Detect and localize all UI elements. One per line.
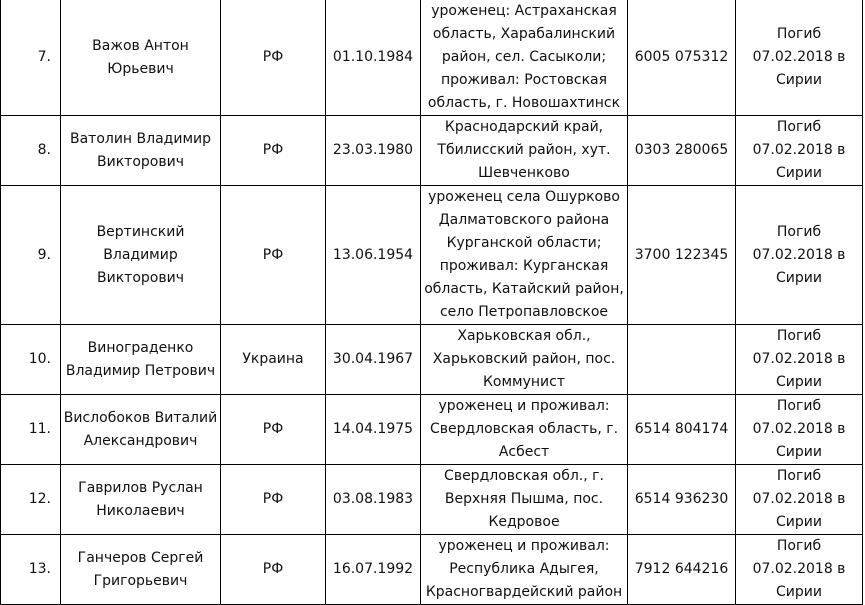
document-number: 6514 804174 [634,421,729,437]
birth-date: 14.04.1975 [332,421,414,437]
document-number-cell [628,116,736,186]
birth-place: Свердловская обл., г. Верхняя Пышма, пос. Кедровое [444,468,604,530]
row-number-cell [1,325,61,395]
row-number-cell [1,465,61,535]
document-number-cell [628,465,736,535]
document-number-cell [628,395,736,465]
person-name: Вислобоков Виталий Александрович [63,409,218,449]
citizenship-cell [221,116,326,186]
document-number: 3700 122345 [634,246,729,263]
birth-date: 23.03.1980 [332,142,414,158]
birth-place: уроженец: Астраханская область, Харабалинский район, сел. Сасыколи; проживал: Ростовская область, г. Новошахтинск [427,3,621,111]
citizenship: РФ [262,246,284,263]
citizenship: РФ [262,561,284,577]
birth-date-cell [326,116,421,186]
birth-date: 01.10.1984 [332,49,414,65]
birth-date-cell [326,325,421,395]
document-number-cell [628,535,736,605]
person-name: Вертинский Владимир Викторович [96,223,185,286]
document-number-cell [628,325,736,395]
document-number: 6005 075312 [634,49,729,65]
person-name: Винограденко Владимир Петрович [65,339,216,379]
birth-date-cell [326,395,421,465]
person-name-cell [61,465,221,535]
table-body [1,0,863,605]
table-row [1,465,863,535]
status: Погиб 07.02.2018 в Сирии [752,538,846,600]
document-number: 0303 280065 [634,142,729,158]
citizenship-cell [221,186,326,325]
document-number: 6514 936230 [634,491,729,507]
citizenship: РФ [262,49,284,65]
person-name: Гаврилов Руслан Николаевич [78,479,203,519]
table-row [1,395,863,465]
birth-date-cell [326,535,421,605]
citizenship: РФ [262,491,284,507]
birth-date: 13.06.1954 [332,246,414,263]
row-number-cell [1,116,61,186]
birth-place: Харьковская обл., Харьковский район, пос. Коммунист [432,328,616,390]
document-number-cell [628,186,736,325]
birth-place-cell [421,116,628,186]
birth-date-cell [326,0,421,116]
person-name: Ватолин Владимир Викторович [69,130,211,170]
status-cell [736,465,863,535]
row-number-cell [1,186,61,325]
birth-place-cell [421,325,628,395]
person-name-cell [61,395,221,465]
status-cell [736,395,863,465]
citizenship: РФ [262,421,284,437]
citizenship-cell [221,325,326,395]
status: Погиб 07.02.2018 в Сирии [752,26,846,88]
status: Погиб 07.02.2018 в Сирии [752,468,846,530]
person-name: Ганчеров Сергей Григорьевич [77,549,204,589]
row-number: 10. [28,351,51,367]
status: Погиб 07.02.2018 в Сирии [752,223,846,286]
status-cell [736,325,863,395]
status-cell [736,186,863,325]
birth-place-cell [421,465,628,535]
row-number-cell [1,0,61,116]
row-number: 11. [28,421,51,437]
birth-place: уроженец и проживал: Республика Адыгея, Красногвардейский район [425,538,623,600]
row-number: 8. [37,142,51,158]
birth-place: Краснодарский край, Тбилисский район, хут. Шевченково [437,119,611,181]
table-row [1,0,863,116]
status-cell [736,535,863,605]
birth-date: 03.08.1983 [332,491,414,507]
row-number: 7. [37,49,51,65]
row-number: 13. [28,561,51,577]
row-number-cell [1,395,61,465]
status: Погиб 07.02.2018 в Сирии [752,328,846,390]
row-number-cell [1,535,61,605]
person-name-cell [61,535,221,605]
table-row [1,186,863,325]
birth-place: уроженец села Ошурково Далматовского района Курганской области; проживал: Курганская область, Катайский район, село Петропавловское [424,189,624,320]
citizenship: РФ [262,142,284,158]
citizenship: Украина [242,351,304,367]
document-number: 7912 644216 [634,561,729,577]
person-name-cell [61,186,221,325]
citizenship-cell [221,535,326,605]
birth-date-cell [326,186,421,325]
birth-date-cell [326,465,421,535]
person-name-cell [61,325,221,395]
status-cell [736,116,863,186]
birth-date: 16.07.1992 [332,561,414,577]
status: Погиб 07.02.2018 в Сирии [752,119,846,181]
status-cell [736,0,863,116]
person-name-cell [61,116,221,186]
person-name: Важов Антон Юрьевич [92,37,189,77]
row-number: 12. [28,491,51,507]
birth-place-cell [421,395,628,465]
birth-date: 30.04.1967 [332,351,414,367]
citizenship-cell [221,395,326,465]
table-row [1,535,863,605]
birth-place-cell [421,186,628,325]
table-row [1,325,863,395]
birth-place-cell [421,0,628,116]
row-number: 9. [37,246,51,263]
document-number-cell [628,0,736,116]
person-name-cell [61,0,221,116]
citizenship-cell [221,465,326,535]
birth-place-cell [421,535,628,605]
citizenship-cell [221,0,326,116]
birth-place: уроженец и проживал: Свердловская область, г. Асбест [429,398,619,460]
status: Погиб 07.02.2018 в Сирии [752,398,846,460]
table-row [1,116,863,186]
